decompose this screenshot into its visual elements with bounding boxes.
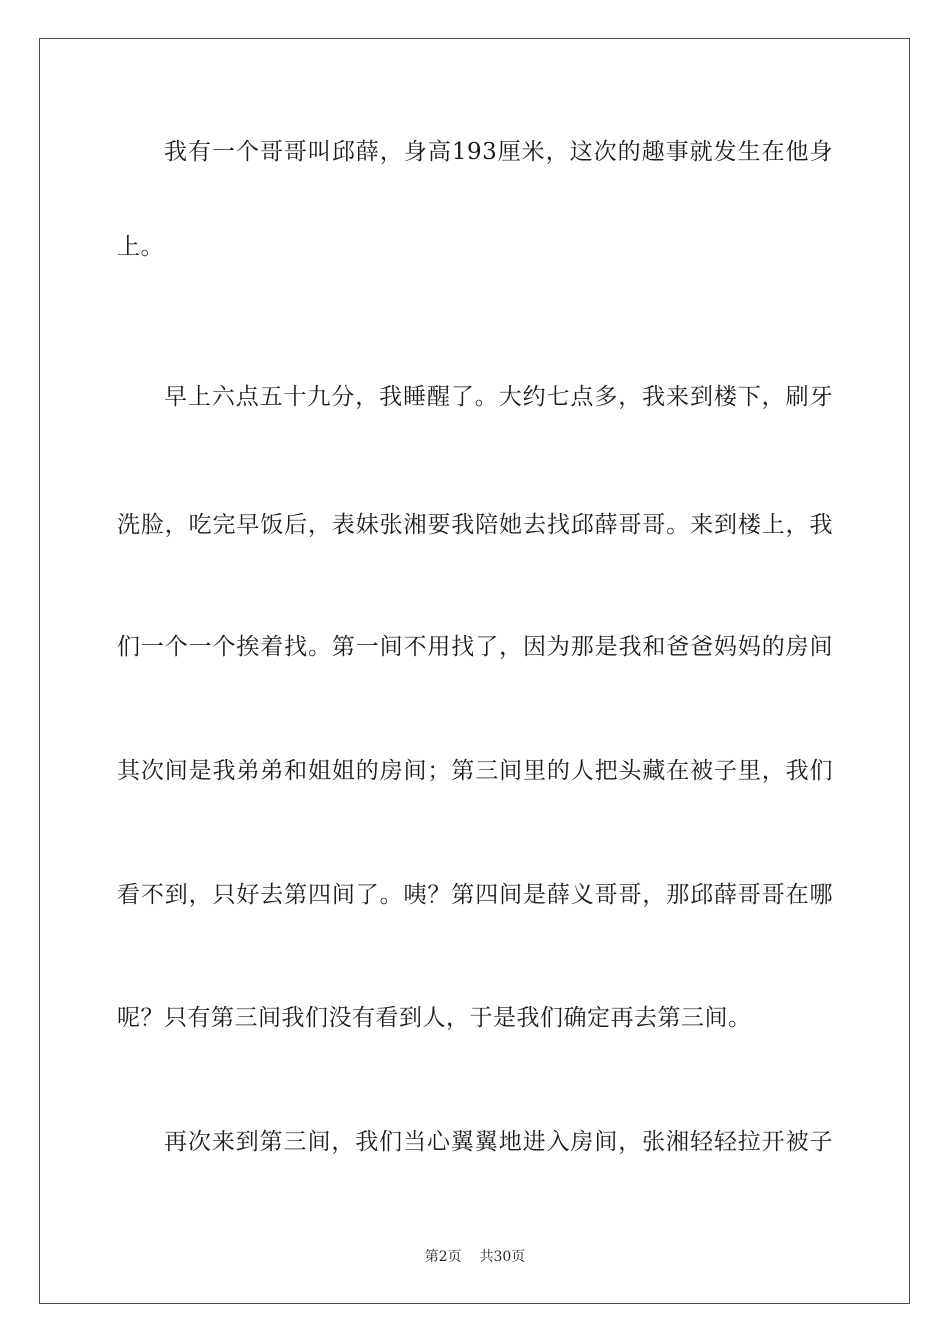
paragraph-2-line-5: 看不到，只好去第四间了。咦？第四间是薛义哥哥，那邱薛哥哥在哪	[117, 882, 833, 908]
page-total: 共30页	[479, 1249, 526, 1265]
page-footer	[0, 1247, 950, 1267]
paragraph-2-line-2: 洗脸，吃完早饭后，表妹张湘要我陪她去找邱薛哥哥。来到楼上，我	[117, 512, 833, 538]
paragraph-2-line-1: 早上六点五十九分，我睡醒了。大约七点多，我来到楼下，刷牙	[164, 384, 833, 410]
page-border	[39, 38, 910, 1304]
paragraph-2-line-6: 呢？只有第三间我们没有看到人，于是我们确定再去第三间。	[117, 1005, 752, 1031]
paragraph-1-line-2: 上。	[117, 234, 164, 260]
paragraph-2-line-4: 其次间是我弟弟和姐姐的房间；第三间里的人把头藏在被子里，我们	[117, 758, 833, 784]
page-number: 第2页	[424, 1249, 462, 1265]
paragraph-2-line-3: 们一个一个挨着找。第一间不用找了，因为那是我和爸爸妈妈的房间	[117, 634, 833, 660]
paragraph-3-line-1: 再次来到第三间，我们当心翼翼地进入房间，张湘轻轻拉开被子	[164, 1129, 833, 1155]
paragraph-1-line-1: 我有一个哥哥叫邱薛，身高193厘米，这次的趣事就发生在他身	[164, 139, 833, 165]
